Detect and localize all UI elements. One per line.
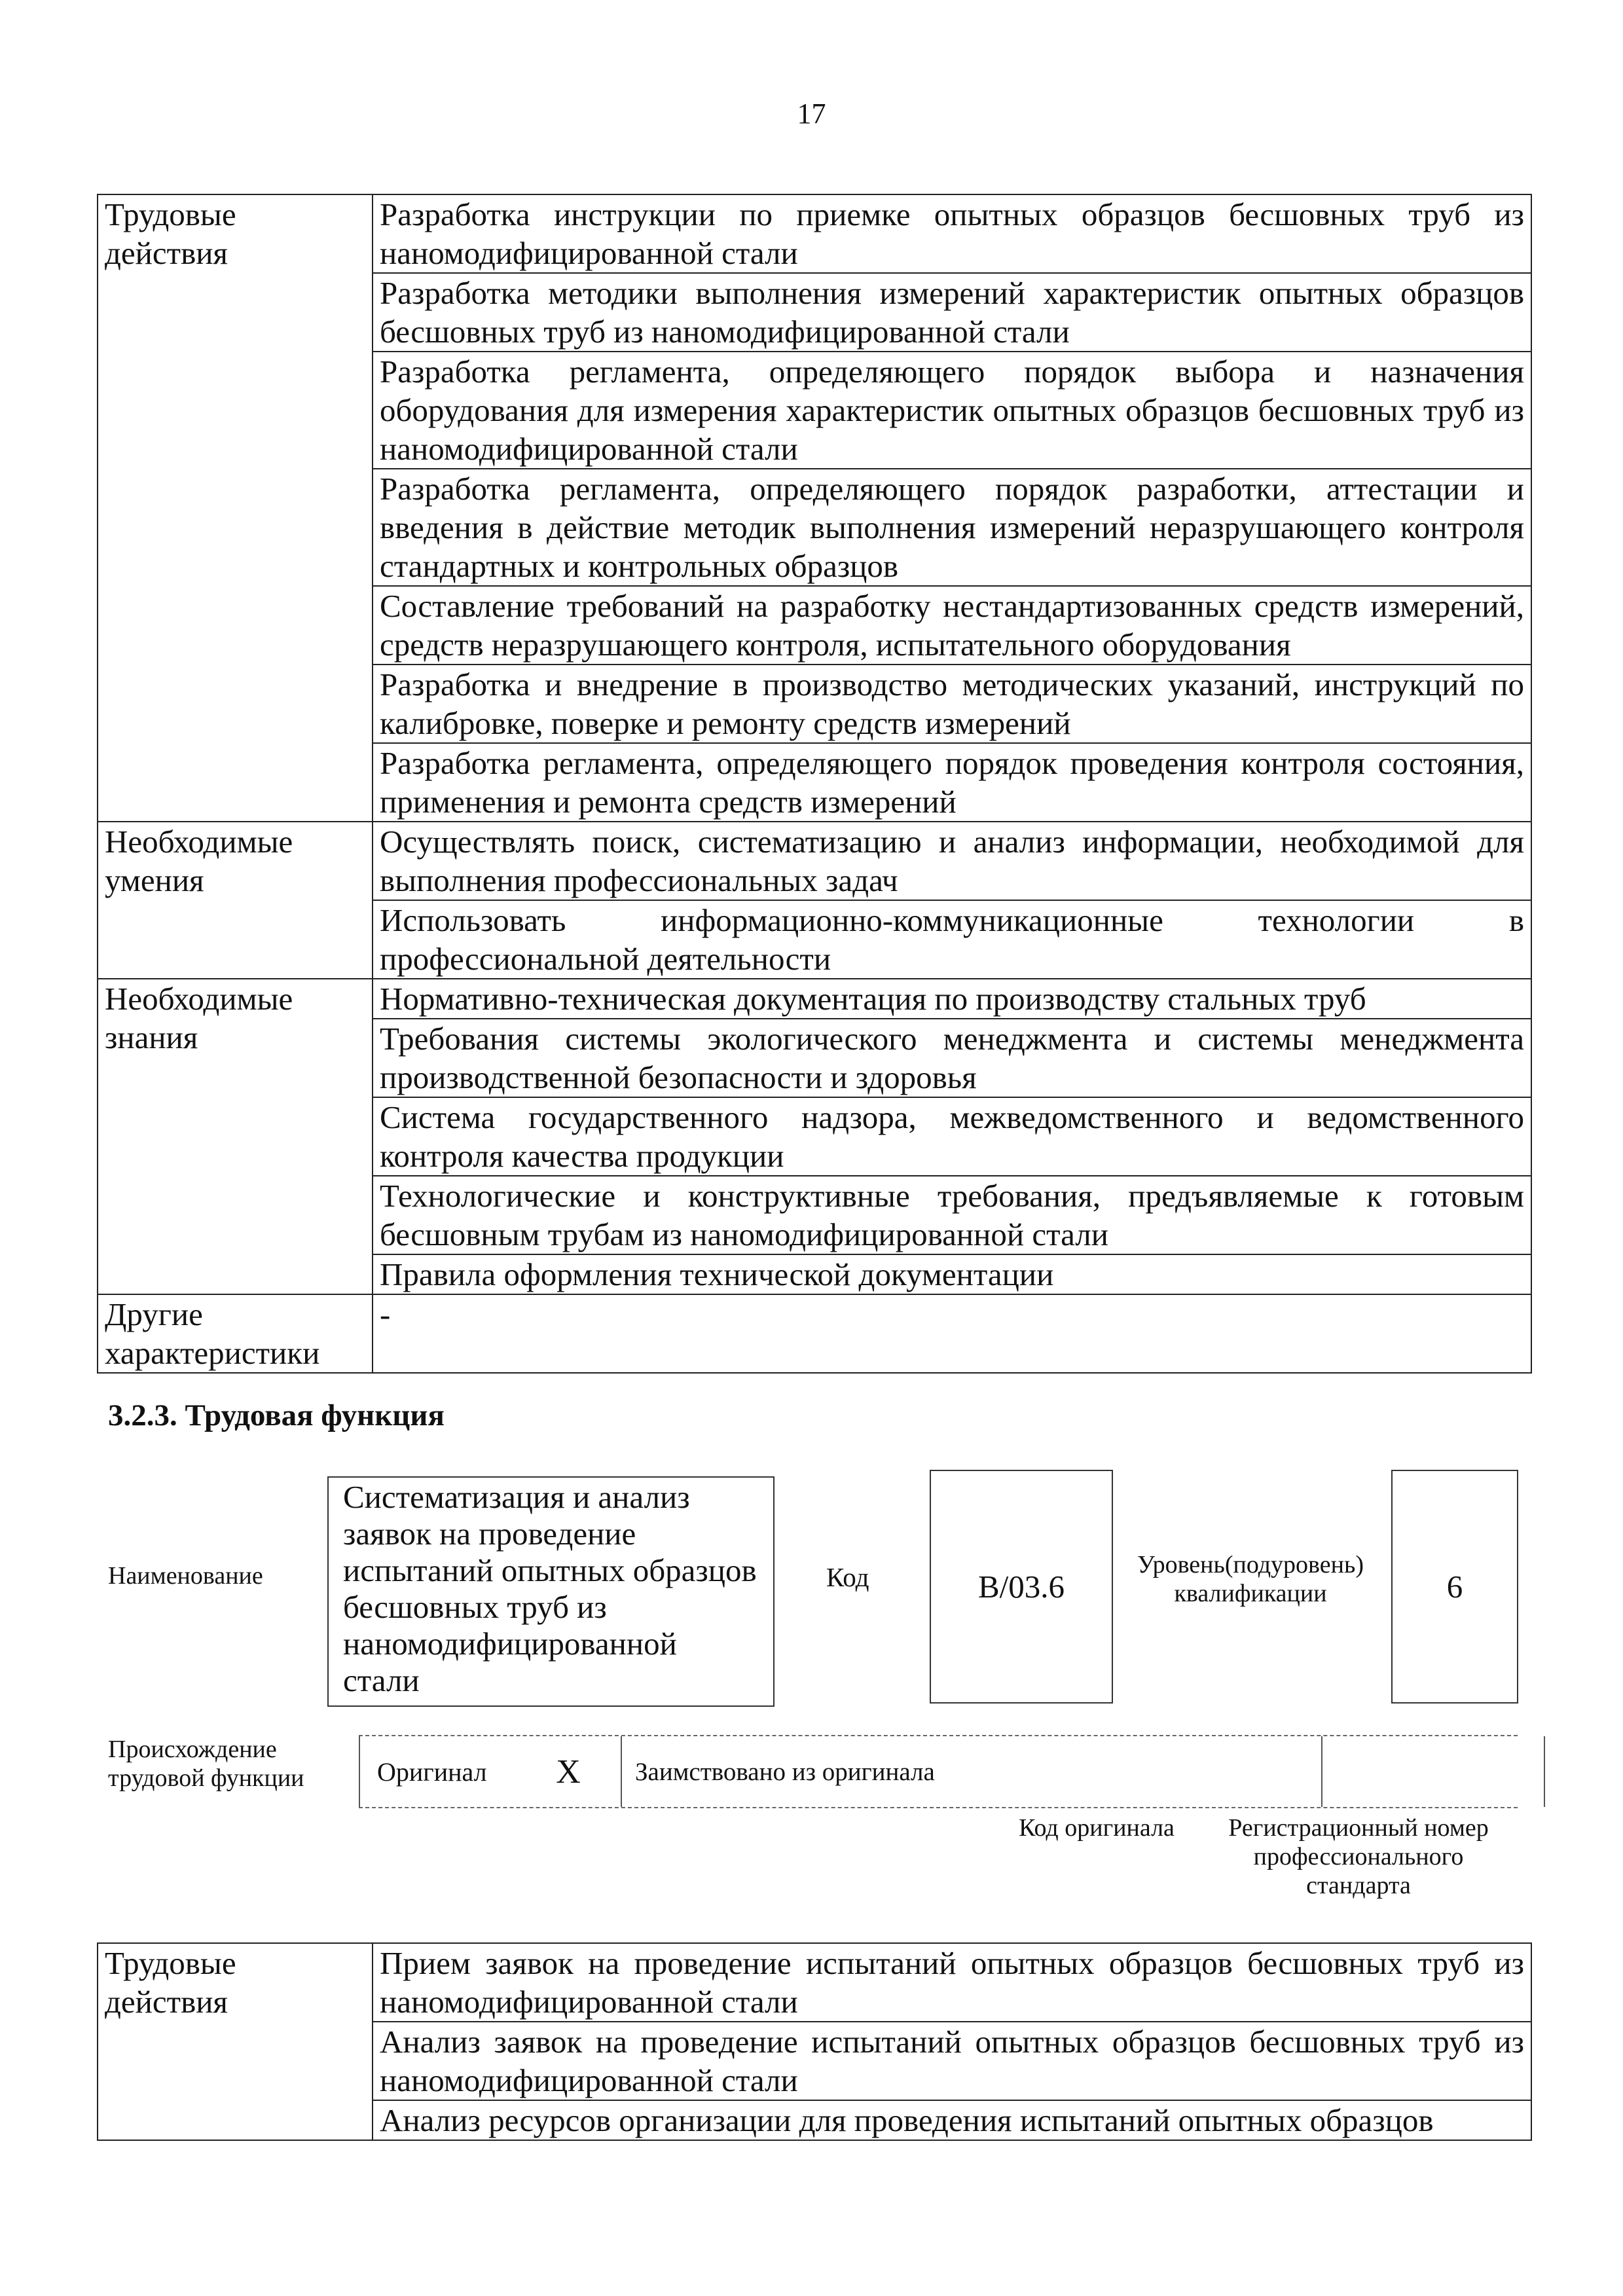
- knowledge-item: Нормативно-техническая документация по производству стальных труб: [373, 979, 1531, 1019]
- knowledge-item: Система государственного надзора, межведомственного и ведомственного контроля качества продукции: [373, 1097, 1531, 1176]
- skill-item: Использовать информационно-коммуникационные технологии в профессиональной деятельности: [373, 900, 1531, 979]
- knowledge-item: Технологические и конструктивные требования, предъявляемые к готовым бесшовным трубам из наномодифицированной стали: [373, 1176, 1531, 1254]
- labor-action-item: Составление требований на разработку нестандартизованных средств измерений, средств неразрушающего контроля, испытательного оборудования: [373, 586, 1531, 665]
- page-number: 17: [797, 98, 826, 130]
- knowledge-item: Требования системы экологического менеджмента и системы менеджмента производственной безопасности и здоровья: [373, 1019, 1531, 1097]
- labor-action-item: Разработка регламента, определяющего порядок разработки, аттестации и введения в действие методик выполнения измерений неразрушающего контроля стандартных и контрольных образцов: [373, 469, 1531, 586]
- labor-action-item: Анализ заявок на проведение испытаний опытных образцов бесшовных труб из наномодифицированной стали: [373, 2022, 1531, 2100]
- labor-action-item: Разработка регламента, определяющего порядок проведения контроля состояния, применения и ремонта средств измерений: [373, 743, 1531, 822]
- origin-label: Происхождение трудовой функции: [108, 1736, 304, 1792]
- code-original-cell: [1321, 1736, 1544, 1807]
- original-mark: X: [556, 1753, 581, 1791]
- labor-action-item: Разработка регламента, определяющего порядок выбора и назначения оборудования для измерения характеристик опытных образцов бесшовных труб из наномодифицированной стали: [373, 352, 1531, 469]
- reg-number-label: Регистрационный номер профессионального стандарта: [1228, 1814, 1489, 1899]
- skill-item: Осуществлять поиск, систематизацию и анализ информации, необходимой для выполнения профессиональных задач: [373, 822, 1531, 900]
- function-name-box: Систематизация и анализ заявок на проведение испытаний опытных образцов бесшовных труб из наномодифицированной стали: [327, 1476, 775, 1707]
- code-value: B/03.6: [977, 1569, 1065, 1605]
- borrowed-label: Заимствовано из оригинала: [621, 1736, 1321, 1807]
- level-box: [1391, 1470, 1518, 1704]
- section-title: 3.2.3. Трудовая функция: [108, 1398, 445, 1432]
- labor-action-item: Разработка инструкции по приемке опытных образцов бесшовных труб из наномодифицированной стали: [373, 194, 1531, 273]
- labor-actions-label: Трудовые действия: [98, 1943, 373, 2140]
- level-value: 6: [1446, 1569, 1463, 1605]
- labor-actions-label: Трудовые действия: [98, 194, 373, 822]
- labor-action-item: Прием заявок на проведение испытаний опытных образцов бесшовных труб из наномодифицированной стали: [373, 1943, 1531, 2022]
- reg-number-cell: [1544, 1736, 1623, 1807]
- labor-action-item: Разработка и внедрение в производство методических указаний, инструкций по калибровке, поверке и ремонту средств измерений: [373, 665, 1531, 743]
- code-original-label: Код оригинала: [1019, 1814, 1175, 1842]
- labor-action-item: Разработка методики выполнения измерений характеристик опытных образцов бесшовных труб из наномодифицированной стали: [373, 273, 1531, 352]
- code-label: Код: [826, 1562, 869, 1592]
- level-label: Уровень(подуровень) квалификации: [1137, 1551, 1364, 1607]
- skills-label: Необходимые умения: [98, 822, 373, 979]
- knowledge-label: Необходимые знания: [98, 979, 373, 1294]
- competency-table: [97, 194, 1532, 1374]
- original-label: Оригинал: [359, 1736, 516, 1807]
- name-label: Наименование: [108, 1562, 263, 1590]
- other-characteristics-label: Другие характеристики: [98, 1294, 373, 1373]
- other-characteristics-value: -: [373, 1294, 1531, 1373]
- origin-row: [359, 1735, 1518, 1808]
- labor-action-item: Анализ ресурсов организации для проведения испытаний опытных образцов: [373, 2100, 1531, 2140]
- knowledge-item: Правила оформления технической документации: [373, 1254, 1531, 1294]
- labor-actions-table: [97, 1942, 1532, 2141]
- code-box: [930, 1470, 1113, 1704]
